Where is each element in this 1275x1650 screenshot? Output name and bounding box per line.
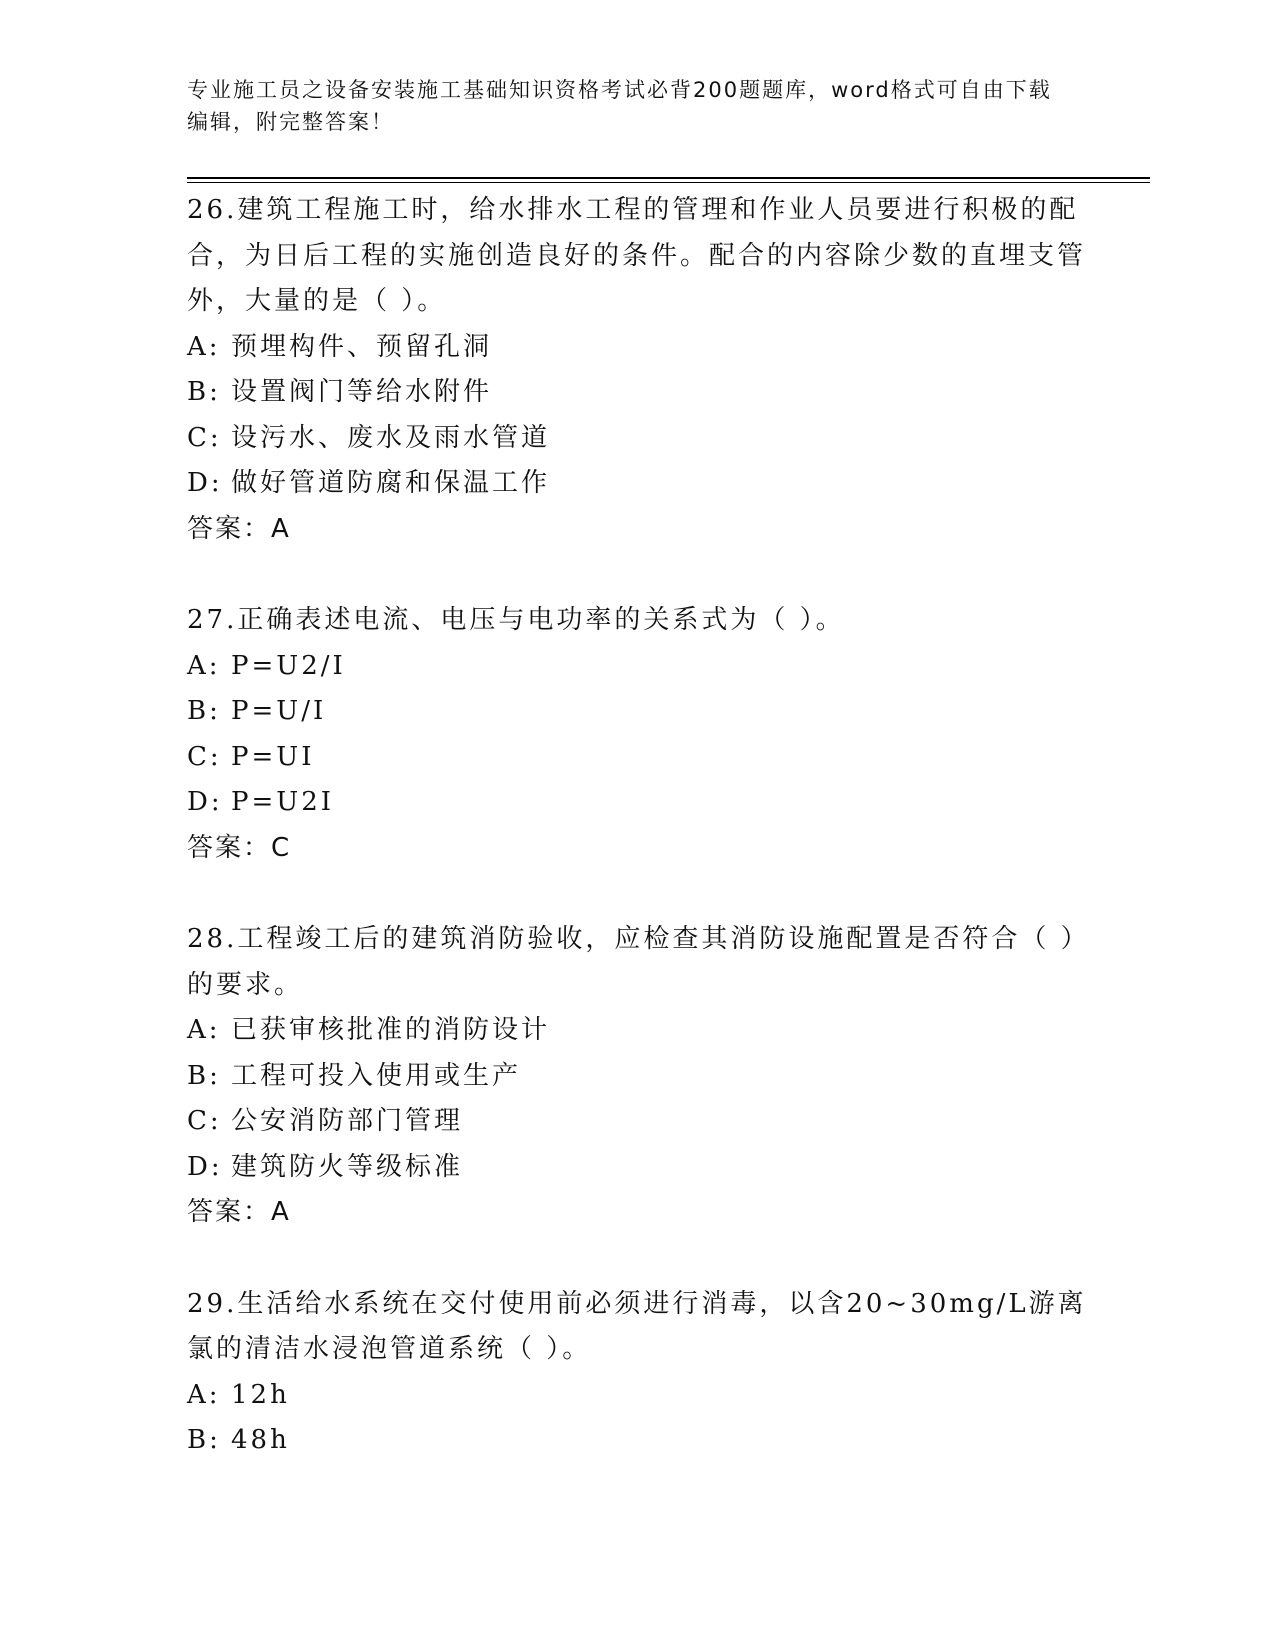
option-letter: A: bbox=[187, 331, 221, 362]
option-b bbox=[187, 1054, 1087, 1100]
option-a bbox=[187, 1373, 1087, 1419]
answer-line: 答案：A bbox=[187, 513, 291, 544]
option-letter: B: bbox=[187, 1060, 221, 1091]
option-a bbox=[187, 325, 1087, 371]
header-divider-thick bbox=[187, 177, 1150, 179]
option-text: 公安消防部门管理 bbox=[231, 1106, 464, 1136]
question-text: 26.建筑工程施工时，给水排水工程的管理和作业人员要进行积极的配合，为日后工程的实施创造良好的条件。配合的内容除少数的直埋支管外，大量的是（ ）。 bbox=[187, 195, 1087, 316]
question-list bbox=[187, 188, 1087, 1510]
option-d bbox=[187, 461, 1087, 507]
option-letter: D: bbox=[187, 1151, 223, 1182]
option-letter: D: bbox=[187, 787, 223, 817]
question-26 bbox=[187, 188, 1087, 552]
option-letter: A: bbox=[187, 650, 221, 681]
option-text: 设置阀门等给水附件 bbox=[231, 377, 493, 407]
option-c bbox=[187, 416, 1087, 462]
option-text: 12h bbox=[231, 1379, 290, 1410]
option-text: 预埋构件、预留孔洞 bbox=[231, 331, 493, 362]
option-letter: A: bbox=[187, 1379, 221, 1410]
option-text: 已获审核批准的消防设计 bbox=[231, 1015, 551, 1045]
question-29 bbox=[187, 1282, 1087, 1464]
option-c bbox=[187, 735, 1087, 781]
answer-line: 答案：C bbox=[187, 832, 292, 863]
question-27 bbox=[187, 598, 1087, 871]
option-letter: D: bbox=[187, 468, 223, 498]
option-b bbox=[187, 1418, 1087, 1464]
option-b bbox=[187, 689, 1087, 735]
option-text: P=UI bbox=[231, 741, 315, 772]
option-letter: C: bbox=[187, 1106, 222, 1136]
option-d bbox=[187, 1145, 1087, 1191]
header-divider-thin bbox=[187, 182, 1150, 183]
option-letter: A: bbox=[187, 1015, 221, 1045]
option-text: P=U2/I bbox=[231, 650, 346, 681]
option-c bbox=[187, 1099, 1087, 1145]
option-letter: B: bbox=[187, 696, 221, 726]
question-text: 28.工程竣工后的建筑消防验收，应检查其消防设施配置是否符合（ ）的要求。 bbox=[187, 924, 1077, 1000]
option-letter: C: bbox=[187, 741, 222, 772]
question-28 bbox=[187, 917, 1087, 1236]
option-text: P=U2I bbox=[231, 787, 335, 817]
option-letter: C: bbox=[187, 422, 222, 453]
option-text: 做好管道防腐和保温工作 bbox=[231, 468, 551, 498]
option-d bbox=[187, 780, 1087, 826]
option-text: P=U/I bbox=[231, 696, 327, 726]
question-text: 27.正确表述电流、电压与电功率的关系式为（ ）。 bbox=[187, 605, 845, 635]
option-text: 设污水、废水及雨水管道 bbox=[231, 422, 551, 453]
option-a bbox=[187, 644, 1087, 690]
question-text: 29.生活给水系统在交付使用前必须进行消毒，以含20~30mg/L游离氯的清洁水浸泡管道系统（ ）。 bbox=[187, 1288, 1087, 1364]
option-text: 建筑防火等级标准 bbox=[231, 1151, 464, 1182]
option-b bbox=[187, 370, 1087, 416]
option-a bbox=[187, 1008, 1087, 1054]
option-letter: B: bbox=[187, 377, 221, 407]
option-text: 48h bbox=[231, 1425, 290, 1455]
option-text: 工程可投入使用或生产 bbox=[231, 1060, 522, 1091]
answer-line: 答案：A bbox=[187, 1197, 291, 1227]
option-letter: B: bbox=[187, 1425, 221, 1455]
document-header: 专业施工员之设备安装施工基础知识资格考试必背200题题库，word格式可自由下载编辑，附完整答案！ bbox=[187, 78, 1052, 134]
